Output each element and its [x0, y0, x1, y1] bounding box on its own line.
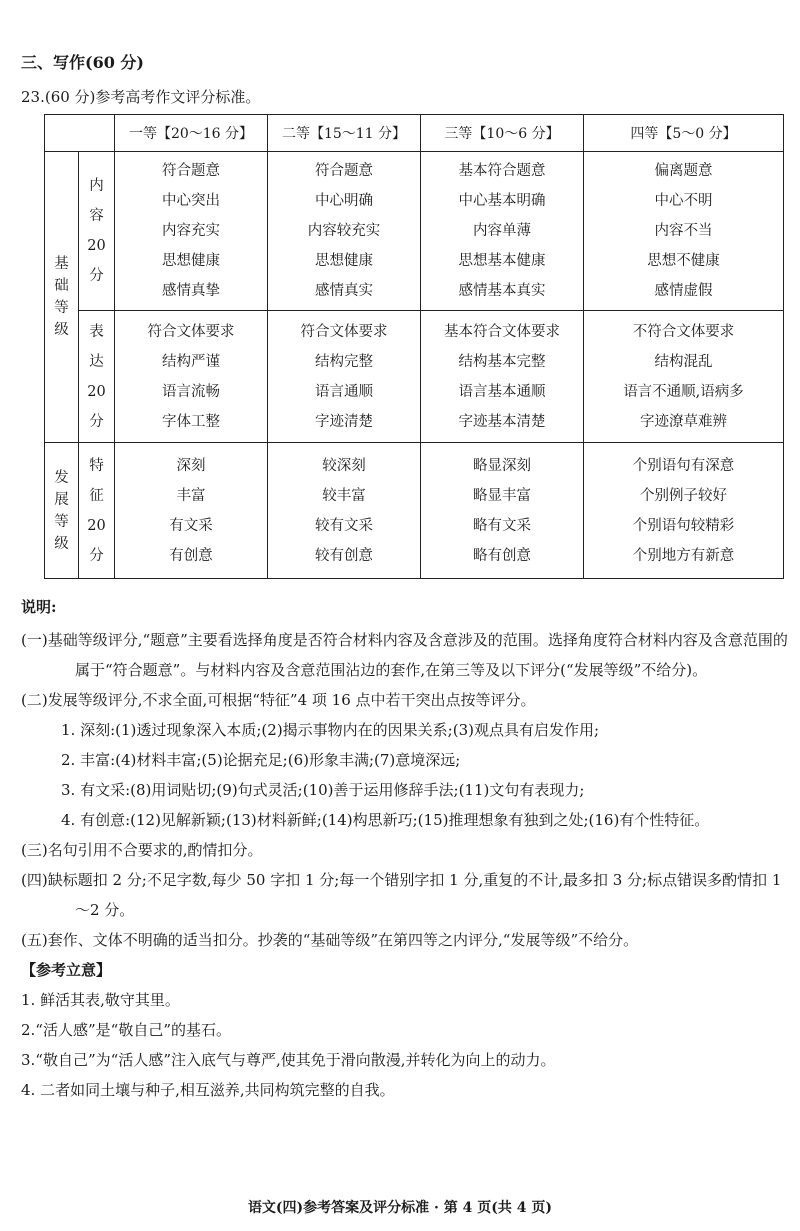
rubric-cell: 基本符合文体要求 结构基本完整 语言基本通顺 字迹基本清楚 [421, 311, 584, 443]
note-subitem: 4. 有创意:(12)见解新颖;(13)材料新鲜;(14)构思新巧;(15)推理想象有独到之处;(16)有个性特征。 [61, 811, 710, 829]
rubric-cell: 不符合文体要求 结构混乱 语言不通顺,语病多 字迹潦草难辨 [584, 311, 784, 443]
page-footer: 语文(四)参考答案及评分标准 · 第 4 页(共 4 页) [247, 1200, 553, 1216]
rubric-cell: 基本符合题意 中心基本明确 内容单薄 思想基本健康 感情基本真实 [421, 152, 584, 311]
note-subitem: 2. 丰富:(4)材料丰富;(5)论据充足;(6)形象丰满;(7)意境深远; [61, 751, 461, 769]
reference-item: 4. 二者如同土壤与种子,相互滋养,共同构筑完整的自我。 [21, 1081, 395, 1099]
reference-item: 1. 鲜活其表,敬守其里。 [21, 991, 180, 1009]
table-row [45, 152, 784, 311]
note-item: (四)缺标题扣 2 分;不足字数,每少 50 字扣 1 分;每一个错别字扣 1 分,重复的不计,最多扣 3 分;标点错误多酌情扣 1～2 分。 [21, 871, 782, 919]
reference-item: 3.“敬自己”为“活人感”注入底气与尊严,使其免于滑向散漫,并转化为向上的动力。 [21, 1051, 556, 1069]
grade-header: 二等【15～11 分】 [268, 115, 421, 152]
sub-label-features: 特 征 20 分 [79, 443, 115, 579]
rubric-cell: 符合文体要求 结构完整 语言通顺 字迹清楚 [268, 311, 421, 443]
section-heading: 三、写作(60 分) [21, 53, 144, 72]
note-subitem: 1. 深刻:(1)透过现象深入本质;(2)揭示事物内在的因果关系;(3)观点具有启发作用; [61, 721, 600, 739]
rubric-cell: 偏离题意 中心不明 内容不当 思想不健康 感情虚假 [584, 152, 784, 311]
group-label-basic: 基 础 等 级 [45, 152, 79, 443]
grade-header: 三等【10～6 分】 [421, 115, 584, 152]
rubric-cell: 略显深刻 略显丰富 略有文采 略有创意 [421, 443, 584, 579]
reference-item: 2.“活人感”是“敬自己”的基石。 [21, 1021, 231, 1039]
table-row [45, 443, 784, 579]
table-corner-cell [45, 115, 115, 152]
rubric-cell: 个别语句有深意 个别例子较好 个别语句较精彩 个别地方有新意 [584, 443, 784, 579]
table-header-row [45, 115, 784, 152]
rubric-cell: 符合题意 中心突出 内容充实 思想健康 感情真挚 [115, 152, 268, 311]
sub-label-expression: 表 达 20 分 [79, 311, 115, 443]
note-item: (二)发展等级评分,不求全面,可根据“特征”4 项 16 点中若干突出点按等评分。 [21, 691, 536, 709]
grade-header: 四等【5～0 分】 [584, 115, 784, 152]
rubric-cell: 符合文体要求 结构严谨 语言流畅 字体工整 [115, 311, 268, 443]
grade-header: 一等【20～16 分】 [115, 115, 268, 152]
rubric-cell: 深刻 丰富 有文采 有创意 [115, 443, 268, 579]
table-row [45, 311, 784, 443]
note-item: (五)套作、文体不明确的适当扣分。抄袭的“基础等级”在第四等之内评分,“发展等级”不给分。 [21, 931, 639, 949]
note-item: (一)基础等级评分,“题意”主要看选择角度是否符合材料内容及含意涉及的范围。选择角度符合材料内容及含意范围的属于“符合题意”。与材料内容及含意范围沾边的套作,在第三等及以下评分(“发展等级”不给分)。 [21, 631, 788, 679]
notes-title: 说明: [21, 598, 57, 616]
note-item: (三)名句引用不合要求的,酌情扣分。 [21, 841, 263, 859]
rubric-cell: 较深刻 较丰富 较有文采 较有创意 [268, 443, 421, 579]
scoring-rubric-table [44, 114, 784, 579]
group-label-development: 发 展 等 级 [45, 443, 79, 579]
sub-label-content: 内 容 20 分 [79, 152, 115, 311]
rubric-cell: 符合题意 中心明确 内容较充实 思想健康 感情真实 [268, 152, 421, 311]
note-subitem: 3. 有文采:(8)用词贴切;(9)句式灵活;(10)善于运用修辞手法;(11)文句有表现力; [61, 781, 585, 799]
question-line: 23.(60 分)参考高考作文评分标准。 [21, 88, 261, 106]
reference-title: 【参考立意】 [21, 961, 112, 979]
notes-section [21, 596, 791, 1105]
